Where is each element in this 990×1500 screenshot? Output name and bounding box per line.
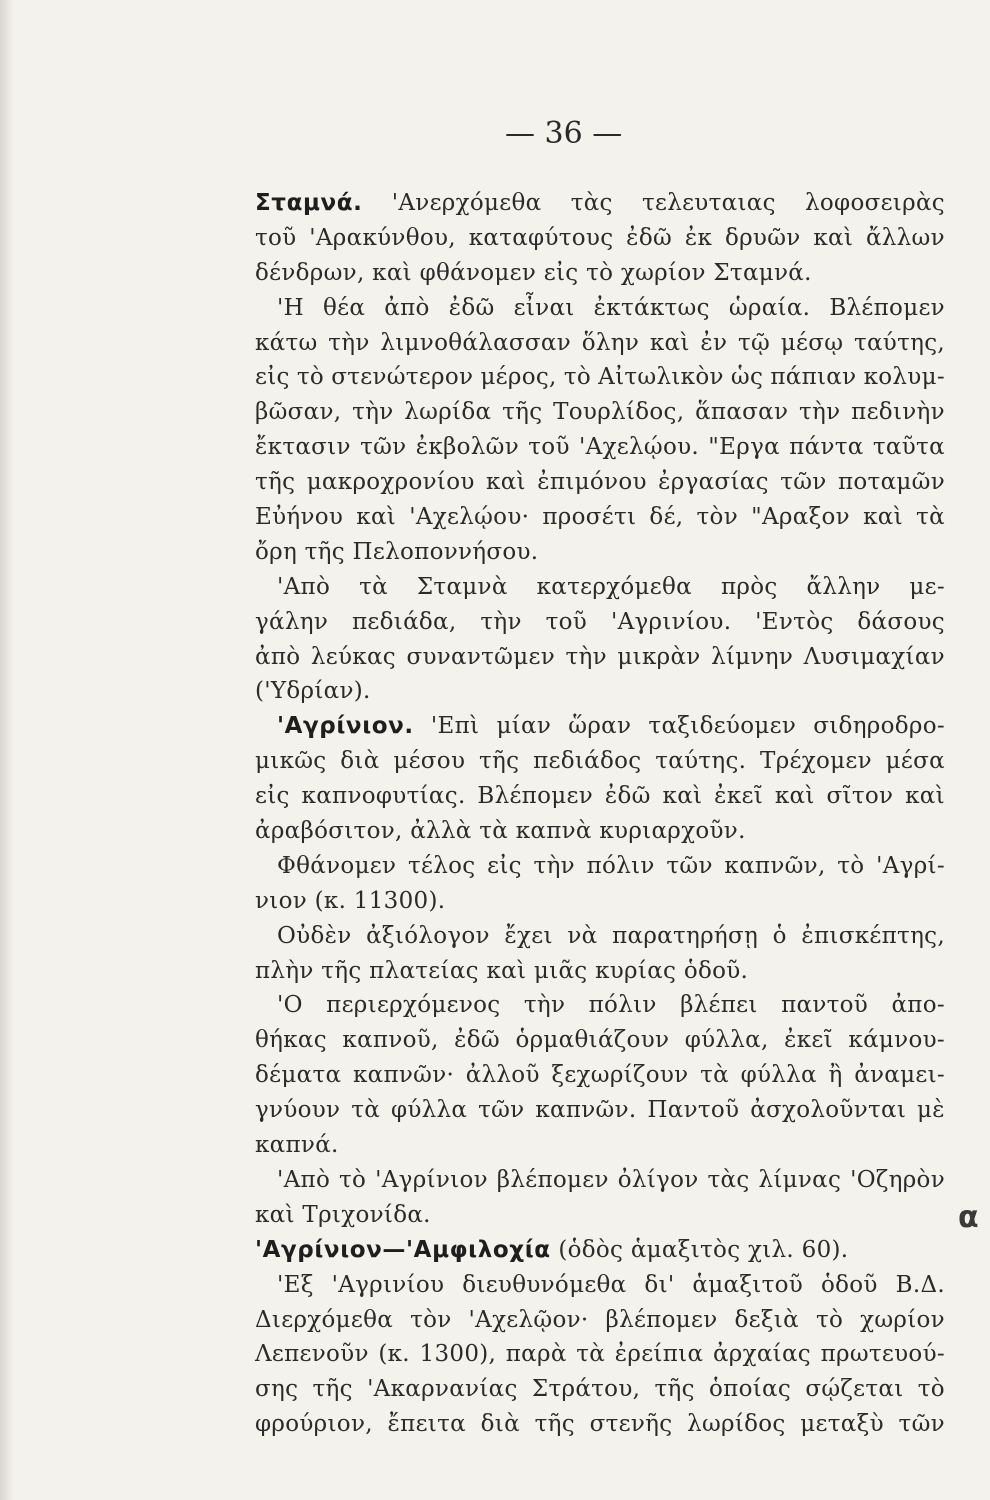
line-text: ἀραβόσιτον, ἀλλὰ τὰ καπνὰ κυριαρχοῦν. xyxy=(255,818,746,845)
word: ἐδῶ xyxy=(604,783,651,810)
line-text: (ὁδὸς ἁμαξιτὸς χιλ. 60). xyxy=(550,1236,849,1263)
word: 'Απὸ xyxy=(277,1166,331,1193)
word: βλέπομεν xyxy=(496,1166,609,1193)
word: ταῦτα xyxy=(872,434,945,461)
word: φύλλα, xyxy=(684,1027,769,1054)
word: τὸ xyxy=(837,852,865,879)
word: 'Εξ xyxy=(277,1271,314,1298)
word: "Αραξον xyxy=(751,504,850,531)
word: 'Ο xyxy=(277,992,303,1019)
word: εἰς xyxy=(255,364,290,391)
word: καὶ xyxy=(863,504,903,531)
word: ἔχει xyxy=(504,922,553,949)
word: τὰς xyxy=(570,190,613,216)
word: τὸν xyxy=(696,504,738,531)
word: καταφύτους xyxy=(468,224,614,251)
word: καπνοῦ, xyxy=(342,1027,439,1054)
text-line xyxy=(255,954,945,989)
word: σῴζεται xyxy=(805,1376,904,1403)
word: 'Αγρινίου xyxy=(331,1271,445,1298)
text-line xyxy=(255,640,945,675)
word: ἔπειτα xyxy=(387,1411,466,1438)
word: στενῆς xyxy=(589,1411,673,1438)
word: μὲ xyxy=(917,1097,945,1124)
word: τὴν xyxy=(533,852,575,879)
word: μίαν xyxy=(496,713,552,740)
word: διευθυνόμεθα xyxy=(462,1271,627,1298)
word: τὰς xyxy=(707,1166,750,1193)
word: Εὐήνου xyxy=(255,504,344,531)
word: τὸν xyxy=(410,1306,452,1333)
line-text: καπνά. xyxy=(255,1132,339,1159)
word: μικῶς xyxy=(255,748,327,775)
word: κάτω xyxy=(255,329,318,356)
word: 'Αχελῷον· xyxy=(468,1306,589,1333)
word: δεξιὰ xyxy=(734,1306,799,1333)
word: λιμνοθάλασσαν xyxy=(380,329,572,356)
word: ταξιδεύομεν xyxy=(648,713,797,740)
line-text: πλὴν τῆς πλατείας καὶ μιᾶς κυρίας ὁδοῦ. xyxy=(255,957,749,984)
word: τῆς xyxy=(312,1376,353,1403)
text-line xyxy=(255,1198,945,1233)
word: τῶν xyxy=(360,434,407,461)
word: δέ, xyxy=(649,504,684,531)
word: τῆς xyxy=(534,1411,575,1438)
word: παντοῦ xyxy=(781,992,869,1019)
word: ἐκεῖ xyxy=(714,783,764,810)
text-line xyxy=(255,221,945,256)
word: τὰ xyxy=(351,1097,381,1124)
word: μέσῳ xyxy=(780,329,844,356)
word: τῶν xyxy=(780,469,827,496)
word: βλέπει xyxy=(680,992,758,1019)
word: 1300), xyxy=(419,1341,497,1368)
text-line xyxy=(255,535,945,570)
word: τὸ xyxy=(296,364,325,391)
word: τῶν xyxy=(666,852,713,879)
word: τὸ xyxy=(815,1306,844,1333)
text-line xyxy=(255,1337,945,1372)
text-line xyxy=(255,1128,945,1163)
word: Διερχόμεθα xyxy=(255,1306,394,1333)
word: ποταμῶν xyxy=(837,469,945,496)
word: τὴν xyxy=(352,399,394,426)
word: τὴν xyxy=(480,608,522,635)
word: τῆς xyxy=(502,399,543,426)
word: ἀξιόλογον xyxy=(366,922,490,949)
word: με- xyxy=(909,573,945,600)
text-line xyxy=(255,1303,945,1338)
word: ὡραία. xyxy=(728,294,811,321)
word: εἰς xyxy=(487,852,522,879)
text-line xyxy=(255,570,945,605)
word: ἐδῶ xyxy=(448,294,495,321)
word: ὅλην xyxy=(581,329,640,356)
word: ἢ xyxy=(828,1062,843,1089)
word: 'Η xyxy=(277,294,304,321)
page-number: — 36 — xyxy=(505,116,623,151)
word: καὶ xyxy=(356,504,397,531)
word: δι' xyxy=(644,1271,675,1298)
word: ἀρχαίας xyxy=(712,1341,811,1368)
word: 'Απὸ xyxy=(277,573,331,600)
word: τὴν xyxy=(565,643,607,670)
word: λωρίδος xyxy=(687,1411,786,1438)
page-edge-shadow xyxy=(0,0,14,1500)
word: Λεπενοῦν xyxy=(255,1341,369,1368)
word: θήκας xyxy=(255,1027,327,1054)
word: εἰς xyxy=(255,783,290,810)
word: μέσα xyxy=(885,748,945,775)
word: ταύτης, xyxy=(853,329,945,356)
word: 'Ακαρνανίας xyxy=(367,1376,518,1403)
word: περιερχόμενος xyxy=(326,992,501,1019)
word: εἶναι xyxy=(513,294,575,321)
word: μικρὰν xyxy=(617,643,701,670)
word: ἐδῶ xyxy=(626,224,673,251)
word: ὀλίγον xyxy=(617,1166,699,1193)
word: τελευταιας xyxy=(641,190,776,216)
word: ἀπὸ xyxy=(384,294,430,321)
word: ἅπασαν xyxy=(695,399,789,426)
text-line xyxy=(255,500,945,535)
word: δρυῶν xyxy=(724,224,801,251)
line-text: ('Υδρίαν). xyxy=(255,678,371,705)
word: καπνῶν, xyxy=(724,852,826,879)
word: 'Ανερχόμεθα xyxy=(391,190,542,216)
word: πεδιάδος xyxy=(533,748,642,775)
word: τὴν xyxy=(523,992,566,1019)
word: σιδηροδρο- xyxy=(813,713,945,740)
word: βλέπομεν xyxy=(605,1306,718,1333)
word: ἐργασίας xyxy=(658,469,769,496)
line-text: ὄρη τῆς Πελοποννήσου. xyxy=(255,538,539,565)
word: 'Αγρινίου. xyxy=(610,608,732,635)
line-text: δένδρων, καὶ φθάνομεν εἰς τὸ χωρίον Σταμνά. xyxy=(255,259,812,286)
word: φρούριον, xyxy=(255,1411,373,1438)
body-text xyxy=(255,186,945,1442)
word: τὰ xyxy=(700,1062,729,1089)
text-line xyxy=(255,186,945,221)
word: ἀλλοῦ xyxy=(465,1062,540,1089)
word: πεδινὴν xyxy=(851,399,945,426)
word: τοῦ xyxy=(528,434,570,461)
word: ὁρμαθιάζουν xyxy=(515,1027,670,1054)
word: καπνοφυτίας. xyxy=(301,783,466,810)
word: ἀπὸ xyxy=(255,643,301,670)
text-line xyxy=(255,1058,945,1093)
word: τῆς xyxy=(255,469,296,496)
word: στενώτερον xyxy=(331,364,474,391)
word: δέματα xyxy=(255,1062,342,1089)
word: Παντοῦ xyxy=(647,1097,740,1124)
word: παρατηρήσῃ xyxy=(612,922,759,949)
word: ἀπο- xyxy=(891,992,945,1019)
word: ἁμαξιτοῦ xyxy=(692,1271,804,1298)
word: φύλλα xyxy=(740,1062,817,1089)
word: ἔκτασιν xyxy=(255,434,351,461)
word: πόλιν xyxy=(586,852,655,879)
text-line xyxy=(255,256,945,291)
word: 'Αγρίνιον xyxy=(375,1166,488,1193)
word: Βλέπομεν xyxy=(829,294,945,321)
word: μεταξὺ xyxy=(800,1411,884,1438)
word: τῷ xyxy=(737,329,771,356)
word: 'Οζηρὸν xyxy=(850,1166,945,1193)
word: καπνῶν· xyxy=(352,1062,455,1089)
word: Σταμνὰ xyxy=(416,573,508,600)
text-line xyxy=(255,465,945,500)
word: διὰ xyxy=(340,748,380,775)
word: Βλέπομεν xyxy=(477,783,593,810)
section-heading: 'Αγρίνιον—'Αμφιλοχία xyxy=(255,1236,551,1263)
word: τοῦ xyxy=(255,224,297,251)
word: 'Αχελῴου· xyxy=(409,504,530,531)
word: ταύτης. xyxy=(655,748,747,775)
word: ὥραν xyxy=(568,713,632,740)
word: ἐρείπια xyxy=(614,1341,704,1368)
text-line xyxy=(255,814,945,849)
word: τῶν xyxy=(478,1097,525,1124)
word: μέσου xyxy=(393,748,466,775)
text-line xyxy=(255,326,945,361)
word: πάντα xyxy=(789,434,864,461)
word: ἐκβολῶν xyxy=(415,434,519,461)
word: βῶσαν, xyxy=(255,399,342,426)
word: Τρέχομεν xyxy=(760,748,872,775)
word: τὸ xyxy=(339,1166,367,1193)
text-line xyxy=(255,988,945,1023)
word: μακροχρονίου xyxy=(306,469,475,496)
word: διὰ xyxy=(480,1411,520,1438)
word: ἐκεῖ xyxy=(784,1027,833,1054)
word: ἐπιμόνου xyxy=(537,469,647,496)
word: χωρίον xyxy=(860,1306,945,1333)
word: δάσους xyxy=(857,608,945,635)
word: γάλην xyxy=(255,608,329,635)
word: καὶ xyxy=(486,469,526,496)
line-text: καὶ Τριχονίδα. xyxy=(255,1201,431,1228)
word: ἀναμει- xyxy=(854,1062,945,1089)
word: ὡς xyxy=(730,364,764,391)
word: κατερχόμεθα xyxy=(536,573,693,600)
word: Β.Δ. xyxy=(895,1271,945,1298)
word: καὶ xyxy=(649,329,690,356)
word: λεύκας xyxy=(310,643,396,670)
word: Φθάνομεν xyxy=(277,852,397,879)
text-line xyxy=(255,1093,945,1128)
word: ἐκ xyxy=(684,224,713,251)
section-heading: 'Αγρίνιον. xyxy=(277,713,414,740)
word: φύλλα xyxy=(390,1097,468,1124)
text-line xyxy=(255,360,945,395)
word: 'Αχελῴου. xyxy=(579,434,699,461)
word: τὸ xyxy=(563,364,591,391)
word: καὶ xyxy=(905,783,945,810)
word: ἄλλην xyxy=(806,573,881,600)
word: σης xyxy=(255,1376,299,1403)
word: ἐν xyxy=(700,329,728,356)
word: τὰ xyxy=(359,573,388,600)
word: κάμνου- xyxy=(848,1027,945,1054)
text-line xyxy=(255,779,945,814)
text-line xyxy=(255,605,945,640)
text-line xyxy=(255,674,945,709)
word: 'Επὶ xyxy=(430,713,480,740)
word: λωρίδα xyxy=(404,399,492,426)
word: 'Εντὸς xyxy=(755,608,834,635)
word: τῆς xyxy=(479,748,520,775)
word: ὁ xyxy=(772,922,787,949)
word: ἐπισκέπτης, xyxy=(801,922,945,949)
word: 'Αρακύνθου, xyxy=(309,224,456,251)
word: τὴν xyxy=(328,329,370,356)
word: τὴν xyxy=(799,399,841,426)
text-line xyxy=(255,919,945,954)
text-line xyxy=(255,1233,945,1268)
text-line xyxy=(255,744,945,779)
text-line xyxy=(255,849,945,884)
word: νὰ xyxy=(567,922,598,949)
word: (κ. xyxy=(378,1341,410,1368)
text-line xyxy=(255,1163,945,1198)
word: καπνῶν. xyxy=(535,1097,637,1124)
word: συναντῶμεν xyxy=(406,643,555,670)
line-text: νιον (κ. 11300). xyxy=(255,887,446,914)
text-line xyxy=(255,884,945,919)
word: ὁποίας xyxy=(709,1376,792,1403)
text-line xyxy=(255,1023,945,1058)
word: μέρος, xyxy=(480,364,557,391)
word: προσέτι xyxy=(542,504,637,531)
word: λοφοσειρὰς xyxy=(805,190,945,216)
word: ἀσχολοῦνται xyxy=(750,1097,907,1124)
text-line xyxy=(255,430,945,465)
word: Στράτου, xyxy=(531,1376,641,1403)
word: θέα xyxy=(323,294,366,321)
word: ξεχωρίζουν xyxy=(551,1062,689,1089)
word: ἄλλων xyxy=(865,224,945,251)
word: ἐδῶ xyxy=(454,1027,500,1054)
word: πάπιαν xyxy=(770,364,857,391)
word: τὸ xyxy=(917,1376,945,1403)
word: ἐκτάκτως xyxy=(593,294,710,321)
word: πόλιν xyxy=(588,992,657,1019)
word: καὶ xyxy=(813,224,854,251)
word: πρὸς xyxy=(720,573,778,600)
word: Λυσιμαχίαν xyxy=(803,643,945,670)
word: σῖτον xyxy=(826,783,894,810)
word: παρὰ xyxy=(505,1341,567,1368)
word: τὰ xyxy=(916,504,945,531)
text-line xyxy=(255,709,945,744)
word: 'Αγρί- xyxy=(876,852,945,879)
word: Τουρλίδος, xyxy=(553,399,685,426)
word: πεδιάδα, xyxy=(351,608,457,635)
word: τοῦ xyxy=(545,608,588,635)
text-line xyxy=(255,291,945,326)
text-line xyxy=(255,1407,945,1442)
text-line xyxy=(255,395,945,430)
text-line xyxy=(255,1372,945,1407)
word: κολυμ- xyxy=(863,364,945,391)
word: λίμνας xyxy=(758,1166,842,1193)
word: ὁδοῦ xyxy=(820,1271,878,1298)
word: καὶ xyxy=(662,783,703,810)
section-heading: Σταμνά. xyxy=(255,190,363,216)
word: τῆς xyxy=(654,1376,695,1403)
word: λίμνην xyxy=(711,643,794,670)
word: "Εργα xyxy=(708,434,780,461)
word: τῶν xyxy=(898,1411,945,1438)
word: πρωτευού- xyxy=(820,1341,945,1368)
word: γνύουν xyxy=(255,1097,341,1124)
margin-mark: α xyxy=(958,1200,979,1235)
word: Οὐδὲν xyxy=(277,922,352,949)
text-line xyxy=(255,1268,945,1303)
word: Αἰτωλικὸν xyxy=(598,364,724,391)
word: τὰ xyxy=(576,1341,606,1368)
word: τέλος xyxy=(408,852,476,879)
word: καὶ xyxy=(774,783,815,810)
